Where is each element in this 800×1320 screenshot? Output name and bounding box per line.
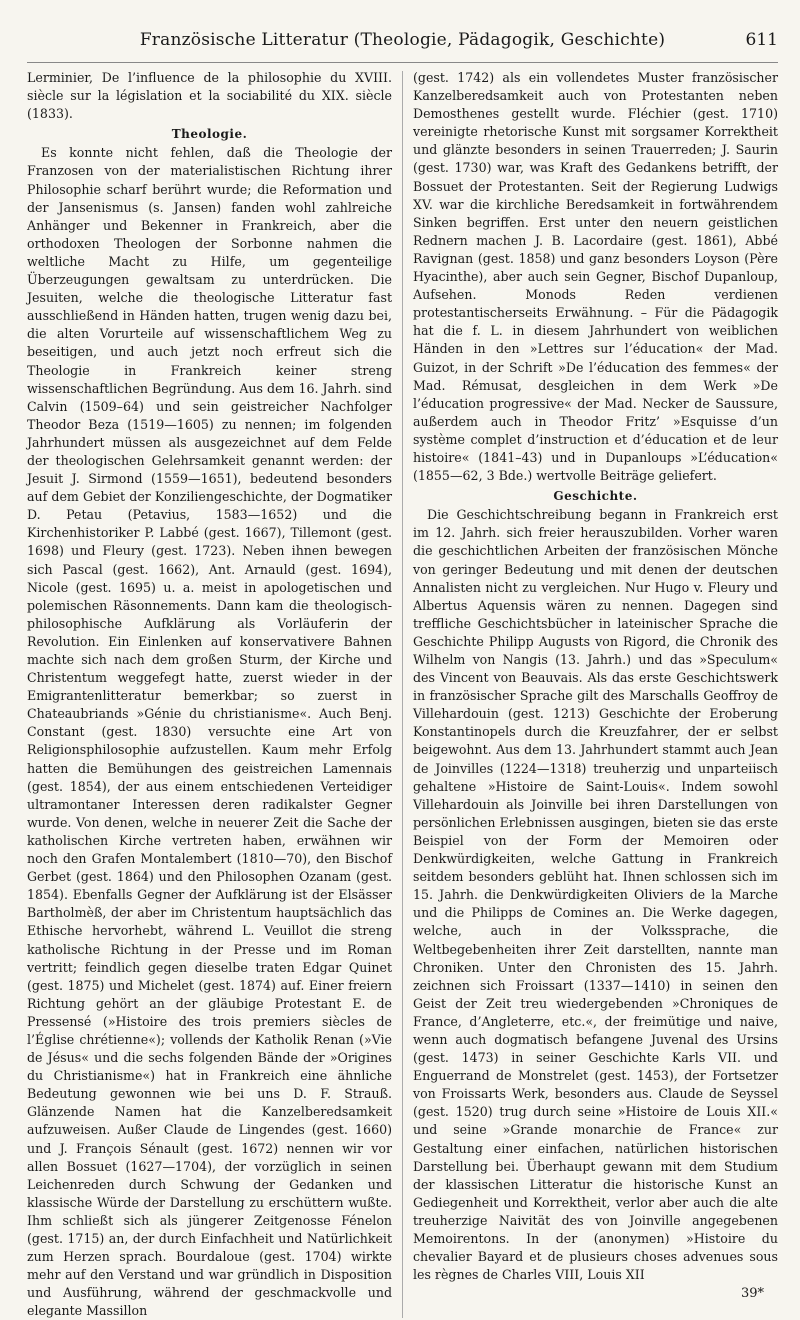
- left-column: [27, 69, 402, 1320]
- section-heading-theology: Theologie.: [171, 127, 248, 142]
- running-title: Französische Litteratur (Theologie, Pädagogik, Geschichte): [139, 30, 666, 50]
- text-columns: [27, 69, 778, 1320]
- page-number: 611: [745, 30, 778, 50]
- right-column: [403, 69, 778, 1320]
- intro-paragraph: Lerminier, De l’influence de la philosophie du XVIII. siècle sur la législation et la sociabilité du XIX. siècle (1833).: [27, 70, 393, 122]
- theology-paragraph: Es konnte nicht fehlen, daß die Theologie der Franzosen von der materialistischen Richtung ihrer Philosophie scharf berührt wurde; die Reformation und der Jansenismus (s. Jansen) fanden wohl zahlreiche Anhänger und Bekenner in Frankreich, aber die orthodoxen Theologen der Sorbonne nahmen die weltliche Macht zu Hilfe, um gegenteilige Überzeugungen gewaltsam zu unterdrücken. Die Jesuiten, welche die theologische Litteratur fast ausschließend in Händen hatten, trugen wenig dazu bei, die alten Vorurteile auf wissenschaftlichem Weg zu beseitigen, und auch jetzt noch erfreut sich die Theologie in Frankreich keiner streng wissenschaftlichen Begründung. Aus dem 16. Jahrh. sind Calvin (1509–64) und sein geistreicher Nachfolger Theodor Beza (1519—1605) zu nennen; im folgenden Jahrhundert müssen als ausgezeichnet auf dem Felde der theologischen Gelehrsamkeit genannt werden: der Jesuit J. Sirmond (1559—1651), bedeutend besonders auf dem Gebiet der Konziliengeschichte, der Dogmatiker D. Petau (Petavius, 1583—1652) und die Kirchenhistoriker P. Labbé (gest. 1667), Tillemont (gest. 1698) und Fleury (gest. 1723). Neben ihnen bewegen sich Pascal (gest. 1662), Ant. Arnauld (gest. 1694), Nicole (gest. 1695) u. a. meist in apologetischen und polemischen Räsonnements. Dann kam die theologisch-philosophische Aufklärung als Vorläuferin der Revolution. Ein Einlenken auf konservativere Bahnen machte sich nach dem großen Sturm, der Kirche und Christentum weggefegt hatte, zuerst wieder in der Emigrantenlitteratur bemerkbar; so zuerst in Chateaubriands »Génie du christianisme«. Auch Benj. Constant (gest. 1830) versuchte eine Art von Religionsphilosophie aufzustellen. Kaum mehr Erfolg hatten die Bemühungen des geistreichen Lamennais (gest. 1854), der aus einem entschiedenen Verteidiger ultramontaner Interessen deren radikalster Gegner wurde. Von denen, welche in neuerer Zeit die Sache der katholischen Kirche vertreten haben, erwähnen wir noch den Grafen Montalembert (1810—70), den Bischof Gerbet (gest. 1864) und den Philosophen Ozanam (gest. 1854). Ebenfalls Gegner der Aufklärung ist der Elsässer Bartholmèß, der aber im Christentum hauptsächlich das Ethische hervorhebt, während L. Veuillot die streng katholische Richtung in der Presse und im Roman vertritt; feindlich gegen dieselbe traten Edgar Quinet (gest. 1875) und Michelet (gest. 1874) auf. Einer freiern Richtung gehört an der gläubige Protestant E. de Pressensé (»Histoire des trois premiers siècles de l’Église chrétienne«); vollends der Katholik Renan (»Vie de Jésus« und die sechs folgenden Bände der »Origines du Christianisme«) hat in Frankreich eine ähnliche Bedeutung gewonnen wie bei uns D. F. Strauß. Glänzende Namen hat die Kanzelberedsamkeit aufzuweisen. Außer Claude de Lingendes (gest. 1660) und J. François Sénault (gest. 1672) nennen wir vor allen Bossuet (1627—1704), der vorzüglich in seinen Leichenreden durch Schwung der Gedanken und klassische Würde der Darstellung zu erschüttern wußte. Ihm schließt sich als jüngerer Zeitgenosse Fénelon (gest. 1715) an, der durch Einfachheit und Natürlichkeit zum Herzen sprach. Bourdaloue (gest. 1704) wirkte mehr auf den Verstand und war gründlich in Disposition und Ausführung, während der geschmackvolle und elegante Massillon: [27, 145, 393, 1319]
- continuation-paragraph: (gest. 1742) als ein vollendetes Muster französischer Kanzelberedsamkeit auch von Protestanten neben Demosthenes gestellt wurde. Fléchier (gest. 1710) vereinigte rhetorische Kunst mit sorgsamer Korrektheit und glänzte besonders in seinen Trauerreden; J. Saurin (gest. 1730) war, was Kraft des Gedankens betrifft, der Bossuet der Protestanten. Seit der Regierung Ludwigs XV. war die kirchliche Beredsamkeit in fortwährendem Sinken begriffen. Erst unter den neuern geistlichen Rednern machen J. B. Lacordaire (gest. 1861), Abbé Ravignan (gest. 1858) und ganz besonders Loyson (Père Hyacinthe), aber auch sein Gegner, Bischof Dupanloup, Aufsehen. Monods Reden verdienen protestantischerseits Erwähnung. – Für die Pädagogik hat die f. L. in diesem Jahrhundert von weiblichen Händen in den »Lettres sur l’éducation« der Mad. Guizot, in der Schrift »De l’éducation des femmes« der Mad. Rémusat, desgleichen in dem Werk »De l’éducation progressive« der Mad. Necker de Saussure, außerdem auch in Theodor Fritz’ »Esquisse d’un système complet d’instruction et d’éducation et de leur histoire« (1841–43) und in Dupanloups »L’éducation« (1855—62, 3 Bde.) wertvolle Beiträge geliefert.: [412, 70, 778, 484]
- section-heading-history: Geschichte.: [553, 489, 638, 504]
- signature-mark: 39*: [740, 1286, 764, 1302]
- running-head: [27, 22, 778, 63]
- history-paragraph: Die Geschichtschreibung begann in Frankreich erst im 12. Jahrh. sich freier herauszubilden. Vorher waren die geschichtlichen Arbeiten der französischen Mönche von geringer Bedeutung und mit denen der deutschen Annalisten nicht zu vergleichen. Nur Hugo v. Fleury und Albertus Aquensis wären zu nennen. Dagegen sind treffliche Geschichtsbücher in lateinischer Sprache die Geschichte Philipp Augusts von Rigord, die Chronik des Wilhelm von Nangis (13. Jahrh.) und das »Speculum« des Vincent von Beauvais. Als das erste Geschichtswerk in französischer Sprache gilt des Marschalls Geoffroy de Villehardouin (gest. 1213) Geschichte der Eroberung Konstantinopels durch die Kreuzfahrer, der er selbst beigewohnt. Aus dem 13. Jahrhundert stammt auch Jean de Joinvilles (1224—1318) treuherzig und unparteiisch gehaltene »Histoire de Saint-Louis«. Indem sowohl Villehardouin als Joinville bei ihren Darstellungen von persönlichen Erlebnissen ausgingen, bieten sie das erste Beispiel von der Form der Memoiren oder Denkwürdigkeiten, welche Gattung in Frankreich seitdem besonders geblüht hat. Ihnen schlossen sich im 15. Jahrh. die Denkwürdigkeiten Oliviers de la Marche und die Philipps de Comines an. Die Werke dagegen, welche, auch in der Volkssprache, die Weltbegebenheiten ihrer Zeit darstellten, nannte man Chroniken. Unter den Chronisten des 15. Jahrh. zeichnen sich Froissart (1337—1410) in seinen den Geist der Zeit treu wiedergebenden »Chroniques de France, d’Angleterre, etc.«, der freimütige und naive, wenn auch dogmatisch befangene Juvenal des Ursins (gest. 1473) in seiner Geschichte Karls VII. und Enguerrand de Monstrelet (gest. 1453), der Fortsetzer von Froissarts Werk, besonders aus. Claude de Seyssel (gest. 1520) trug durch seine »Histoire de Louis XII.« und seine »Grande monarchie de France« zur Gestaltung einer einfachen, natürlichen historischen Darstellung bei. Überhaupt gewann mit dem Studium der klassischen Litteratur die historische Kunst an Gediegenheit und Korrektheit, verlor aber auch die alte treuherzige Naivität des von Joinville angegebenen Memoirentons. In der (anonymen) »Histoire du chevalier Bayard et de plusieurs choses advenues sous les règnes de Charles VIII, Louis XII: [412, 507, 778, 1283]
